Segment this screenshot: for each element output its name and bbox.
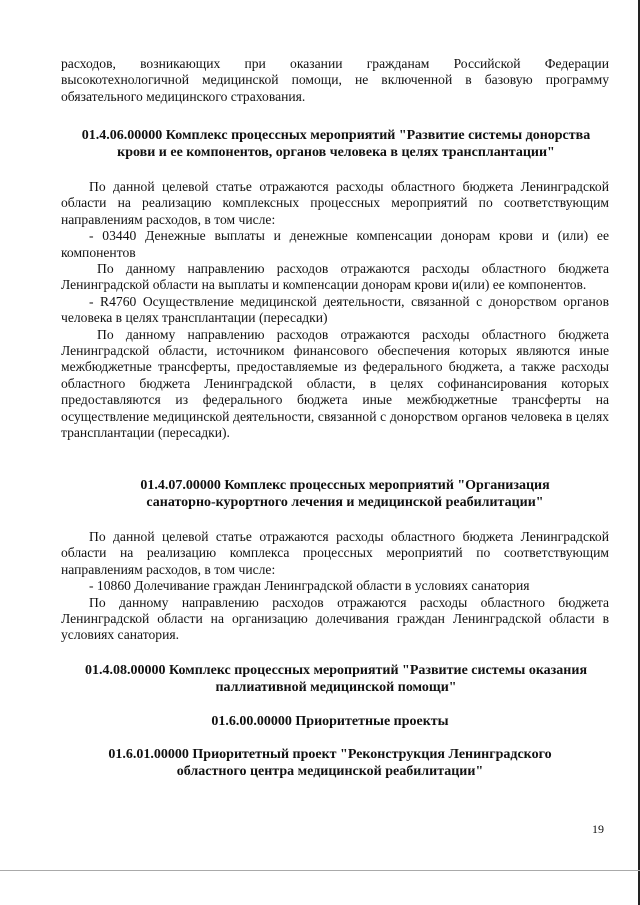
heading-donorship: 01.4.06.00000 Комплекс процессных мероприятий "Развитие системы донорства крови и ее компонентов, органов человека в целях трансплантации" [81,128,591,160]
section-sanatorium [61,529,609,644]
paragraph: По данной целевой статье отражаются расходы областного бюджета Ленинградской области на реализацию комплексных процессных мероприятий по соответствующим направлениям расходов, в том числе: [61,179,609,227]
paragraph: По данному направлению расходов отражаются расходы областного бюджета Ленинградской области на выплаты и компенсации донорам крови и(или) ее компонентов. [61,261,609,293]
list-item: - R4760 Осуществление медицинской деятельности, связанной с донорством органов человека в целях трансплантации (пересадки) [61,293,609,326]
paragraph: По данному направлению расходов отражаются расходы областного бюджета Ленинградской области, источником финансового обеспечения которых являются иные межбюджетные трансферты, предоставляемые из федерального бюджета, а также расходы областного бюджета Ленинградской области, в целях софинансирования которых предоставляются из федерального бюджета иные межбюджетные трансферты на осуществление медицинской деятельности, связанной с донорством органов человека в целях трансплантации (пересадки). [61,326,609,441]
heading-priority-projects: 01.6.00.00000 Приоритетные проекты [211,714,449,729]
page-number: 19 [592,822,604,836]
list-item: - 03440 Денежные выплаты и денежные компенсации донорам крови и (или) ее компонентов [61,228,609,260]
list-item: - 10860 Долечивание граждан Ленинградской области в условиях санатория [89,578,530,594]
intro-paragraph: расходов, возникающих при оказании гражданам Российской Федерации высокотехнологичной медицинской помощи, не включенной в базовую программу обязательного медицинского страхования. [61,56,609,104]
section-donorship [61,179,609,442]
heading-palliative: 01.4.08.00000 Комплекс процессных мероприятий "Развитие системы оказания паллиативной медицинской помощи" [84,663,588,695]
heading-sanatorium: 01.4.07.00000 Комплекс процессных мероприятий "Организация санаторно-курортного лечения и медицинской реабилитации" [140,478,550,510]
intro-paragraph-block [61,56,609,105]
heading-rehab-center: 01.6.01.00000 Приоритетный проект "Реконструкция Ленинградского областного центра медицинской реабилитации" [108,747,552,779]
scan-bottom-line [0,870,640,871]
paragraph: По данной целевой статье отражаются расходы областного бюджета Ленинградской области на реализацию комплекса процессных мероприятий по соответствующим направлениям расходов, в том числе: [61,529,609,577]
paragraph: По данному направлению расходов отражаются расходы областного бюджета Ленинградской области на организацию долечивания граждан Ленинградской области в условиях санатория. [61,594,609,643]
